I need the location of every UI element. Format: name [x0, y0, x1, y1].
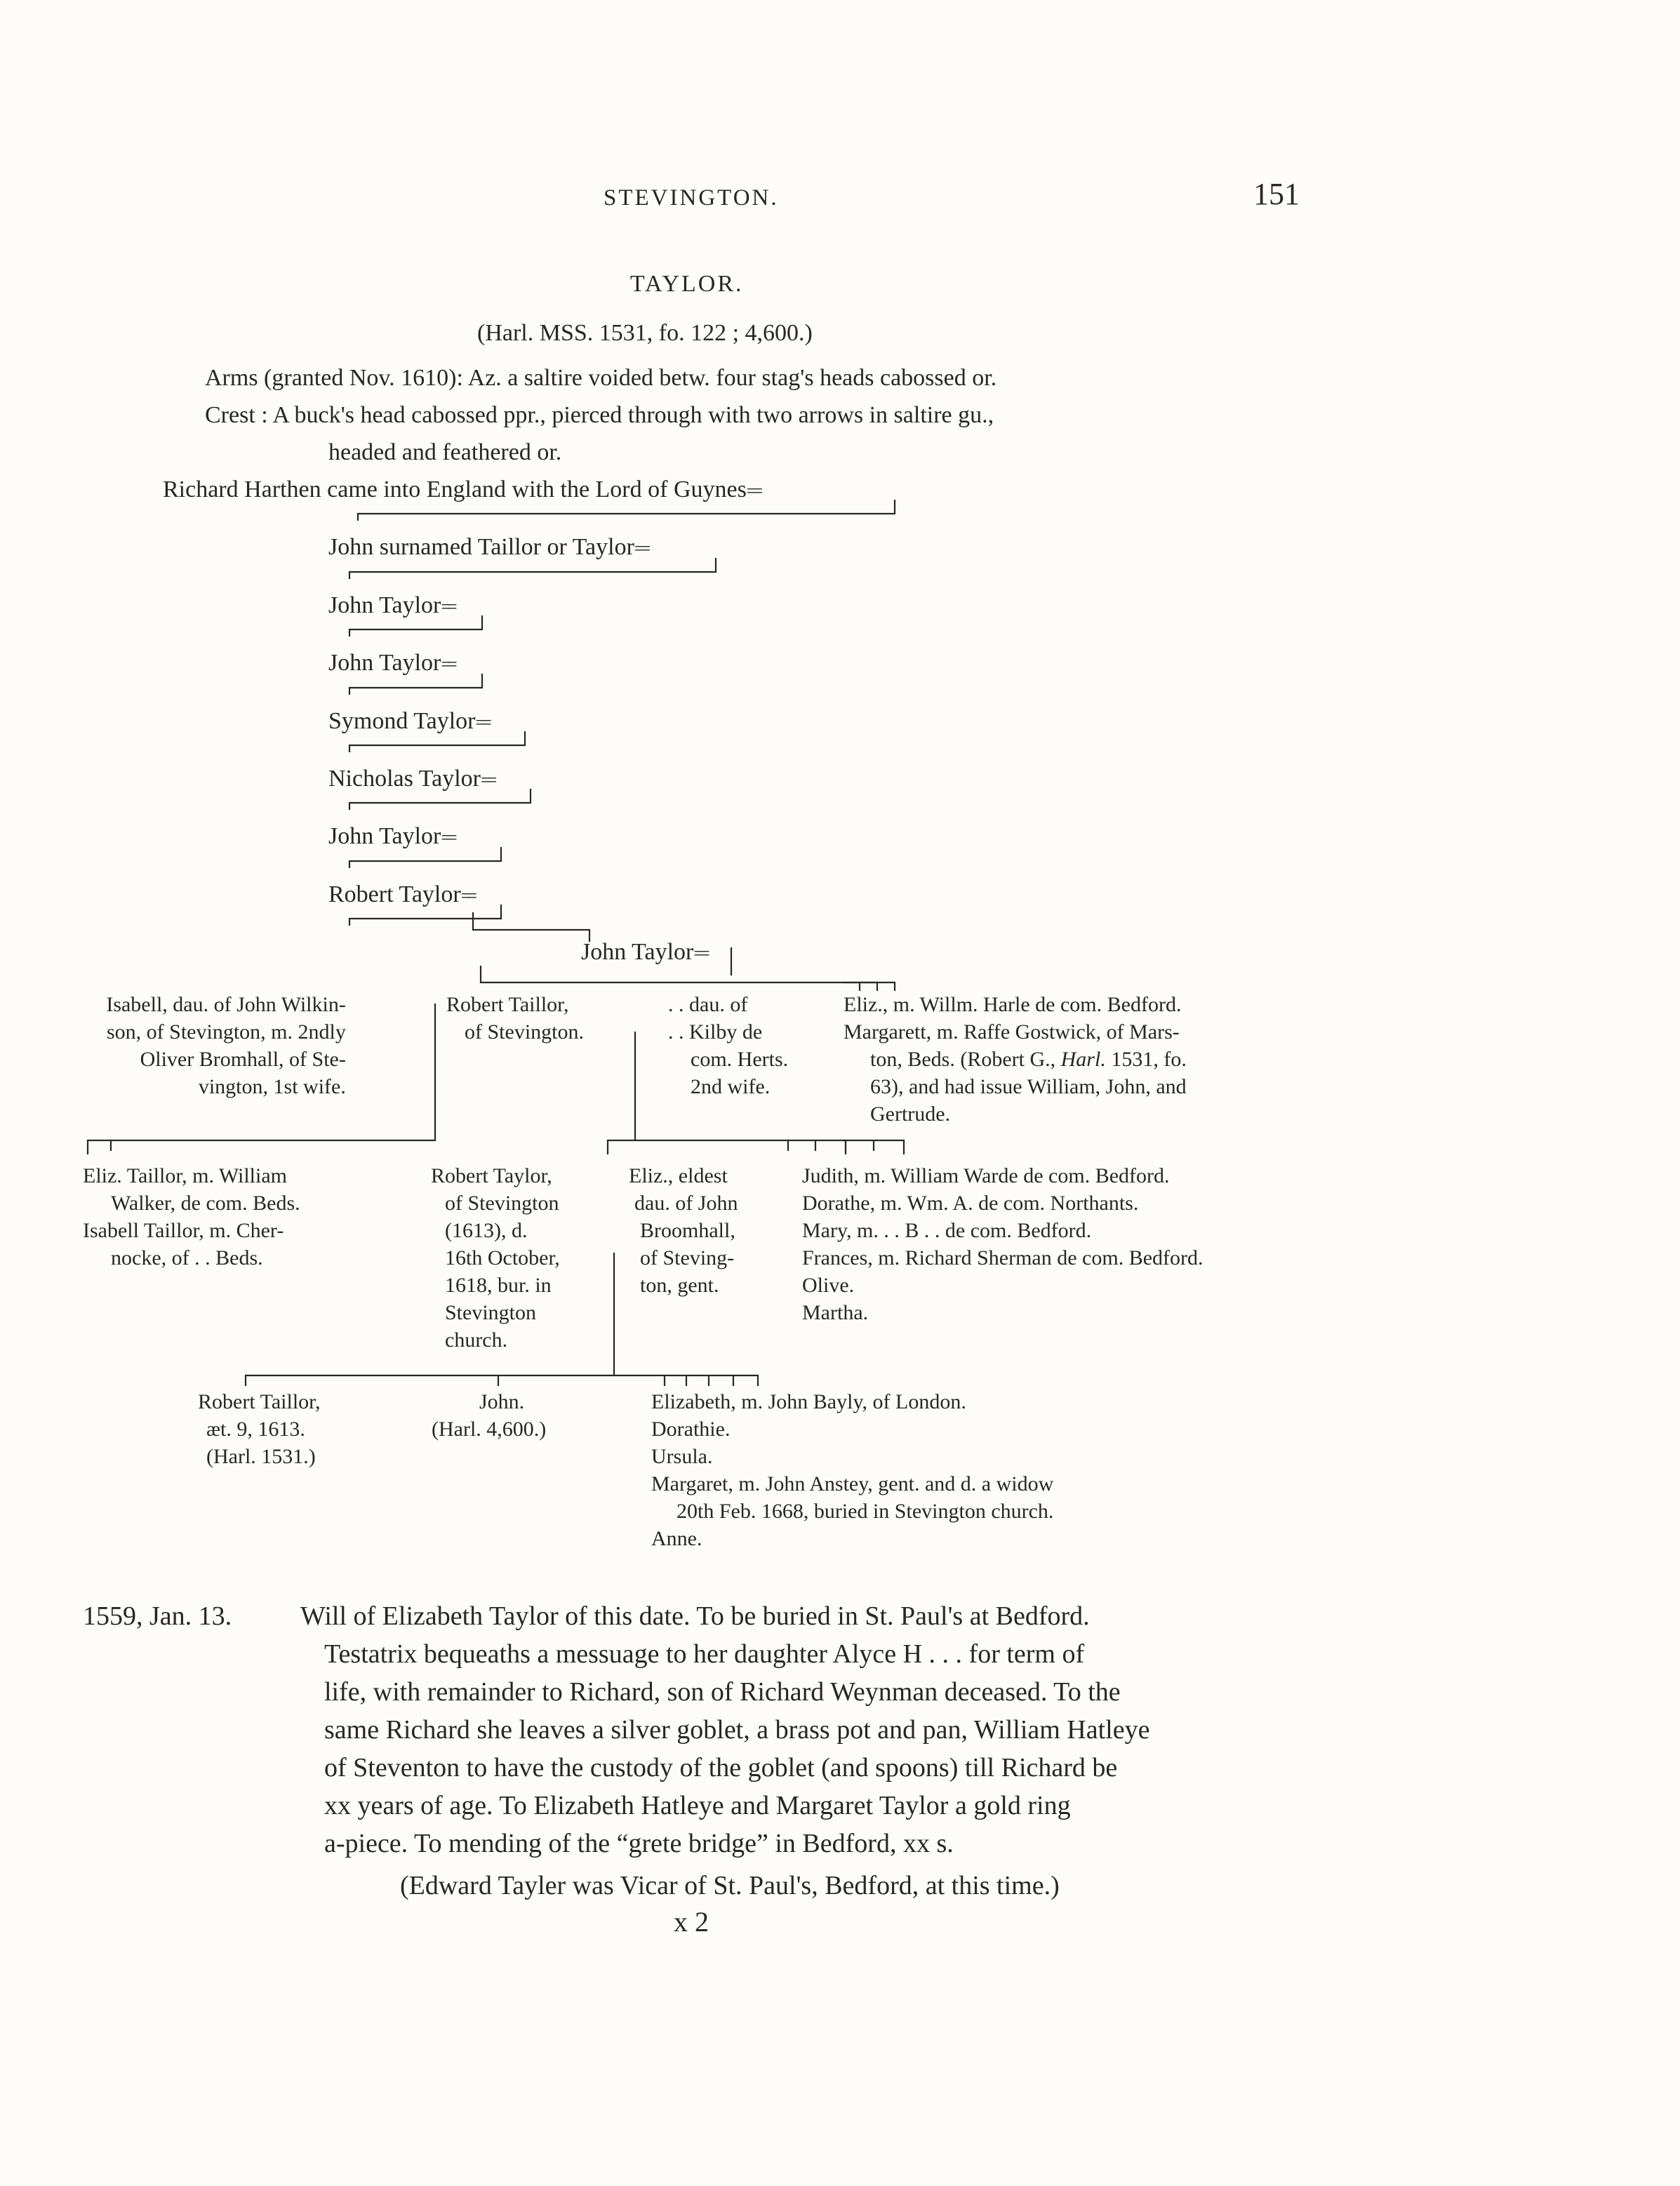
line: of Stevington.	[465, 1020, 584, 1044]
person-john-child	[432, 1388, 546, 1443]
person-name: John Taylor	[328, 650, 441, 676]
line: Ursula.	[651, 1445, 713, 1468]
line: Margarett, m. Raffe Gostwick, of Mars-	[844, 1020, 1180, 1044]
person-john-surnamed-taillor	[328, 533, 646, 563]
person-nicholas-taylor	[328, 765, 493, 794]
person-john-taylor-3	[328, 592, 453, 621]
person-isabell-wilkinson	[83, 991, 346, 1100]
line: Oliver Bromhall, of Ste-	[140, 1048, 346, 1071]
person-name: John surnamed Taillor or Taylor	[328, 534, 634, 560]
running-title: STEVINGTON.	[604, 185, 779, 211]
line: 63), and had issue William, John, and	[870, 1075, 1187, 1098]
line: Broomhall,	[640, 1219, 735, 1242]
line: Gertrude.	[870, 1102, 951, 1126]
will-line: Will of Elizabeth Taylor of this date. To be buried in St. Paul's at Bedford.	[300, 1601, 1090, 1631]
line: nocke, of . . Beds.	[111, 1246, 263, 1269]
will-line: life, with remainder to Richard, son of Richard Weynman deceased. To the	[324, 1677, 1121, 1707]
line: Elizabeth, m. John Bayly, of London.	[651, 1390, 966, 1413]
will-note: (Edward Tayler was Vicar of St. Paul's, Bedford, at this time.)	[400, 1871, 1060, 1900]
person-name: John Taylor	[581, 939, 694, 965]
line: (Harl. 1531.)	[206, 1445, 316, 1468]
line: 20th Feb. 1668, buried in Stevington church.	[676, 1500, 1054, 1523]
line: Olive.	[802, 1274, 855, 1297]
line: com. Herts.	[691, 1048, 789, 1071]
line: Margaret, m. John Anstey, gent. and d. a widow	[651, 1472, 1054, 1495]
line: Isabell Taillor, m. Cher-	[83, 1219, 284, 1242]
line: 1618, bur. in	[445, 1274, 552, 1297]
signature-mark: x 2	[674, 1906, 709, 1938]
line: ton, gent.	[640, 1274, 719, 1297]
person-john-taylor-9	[581, 938, 706, 968]
line: Dorathie.	[651, 1418, 731, 1441]
person-john-taylor-4	[328, 649, 453, 679]
line: 16th October,	[445, 1246, 560, 1269]
will-line: Testatrix bequeaths a messuage to her daughter Alyce H . . . for term of	[324, 1639, 1085, 1669]
person-name: John Taylor	[328, 592, 441, 618]
line: 2nd wife.	[691, 1075, 771, 1098]
line: ton, Beds. (Robert G., Harl. 1531, fo.	[870, 1048, 1187, 1071]
line: vington, 1st wife.	[198, 1075, 346, 1098]
line: Robert Taillor,	[446, 993, 569, 1016]
person-richard-harthen	[163, 476, 759, 505]
person-eliz-isabell-taillor	[83, 1162, 300, 1272]
person-robert-taillor	[446, 991, 584, 1046]
crest-line-1: Crest : A buck's head cabossed ppr., pierced through with two arrows in saltire gu.,	[205, 402, 994, 428]
person-robert-taillor-child	[198, 1388, 320, 1470]
person-elizabeth-group	[651, 1388, 1053, 1552]
person-eliz-margarett-group	[844, 991, 1187, 1128]
person-dau-kilby	[668, 991, 788, 1100]
will-text-continued	[324, 1635, 1149, 1862]
will-date: 1559, Jan. 13.	[83, 1601, 232, 1631]
line: . . dau. of	[668, 993, 748, 1016]
line: Eliz., m. Willm. Harle de com. Bedford.	[844, 993, 1182, 1016]
will-text	[300, 1597, 1090, 1635]
line: Frances, m. Richard Sherman de com. Bedford.	[802, 1246, 1204, 1269]
line: Isabell, dau. of John Wilkin-	[106, 993, 346, 1016]
pedigree-source: (Harl. MSS. 1531, fo. 122 ; 4,600.)	[477, 320, 813, 346]
person-eliz-broomhall	[629, 1162, 738, 1299]
line: Walker, de com. Beds.	[111, 1192, 300, 1215]
line: dau. of John	[634, 1192, 738, 1215]
person-judith-group	[802, 1162, 1204, 1326]
person-robert-taylor-8	[328, 881, 473, 910]
will-line: same Richard she leaves a silver goblet, a brass pot and pan, William Hatleye	[324, 1715, 1150, 1745]
person-john-taylor-7	[328, 822, 453, 852]
will-line: a-piece. To mending of the “grete bridge” in Bedford, xx s.	[324, 1829, 954, 1858]
line: of Steving-	[640, 1246, 735, 1269]
line: (1613), d.	[445, 1219, 528, 1242]
line: Anne.	[651, 1527, 702, 1550]
pedigree-title: TAYLOR.	[630, 271, 744, 297]
line: Stevington	[445, 1301, 537, 1324]
crest-line-2: headed and feathered or.	[328, 439, 562, 465]
person-name: John Taylor	[328, 823, 441, 849]
line: Eliz., eldest	[629, 1164, 728, 1187]
person-name: Symond Taylor	[328, 708, 476, 734]
person-name: Richard Harthen came into England with the Lord of Guynes	[163, 476, 747, 502]
line: . . Kilby de	[668, 1020, 763, 1044]
line: Eliz. Taillor, m. William	[83, 1164, 288, 1187]
will-line: of Steventon to have the custody of the goblet (and spoons) till Richard be	[324, 1753, 1118, 1782]
line: Robert Taillor,	[198, 1390, 321, 1413]
line: Dorathe, m. Wm. A. de com. Northants.	[802, 1192, 1139, 1215]
person-robert-taylor-1613	[431, 1162, 560, 1354]
person-symond-taylor	[328, 707, 488, 737]
line: of Stevington	[445, 1192, 559, 1215]
page-number: 151	[1253, 177, 1300, 211]
line: (Harl. 4,600.)	[432, 1418, 547, 1441]
line: church.	[445, 1328, 508, 1352]
line: Robert Taylor,	[431, 1164, 552, 1187]
will-line: xx years of age. To Elizabeth Hatleye and Margaret Taylor a gold ring	[324, 1791, 1071, 1820]
arms-description: Arms (granted Nov. 1610): Az. a saltire voided betw. four stag's heads cabossed or.	[205, 365, 997, 391]
line: son, of Stevington, m. 2ndly	[107, 1020, 346, 1044]
person-name: Nicholas Taylor	[328, 766, 481, 792]
line: Mary, m. . . B . . de com. Bedford.	[802, 1219, 1092, 1242]
line: Judith, m. William Warde de com. Bedford.	[802, 1164, 1170, 1187]
line: John.	[479, 1390, 525, 1413]
line: Martha.	[802, 1301, 869, 1324]
person-name: Robert Taylor	[328, 881, 461, 907]
line: æt. 9, 1613.	[206, 1418, 305, 1441]
